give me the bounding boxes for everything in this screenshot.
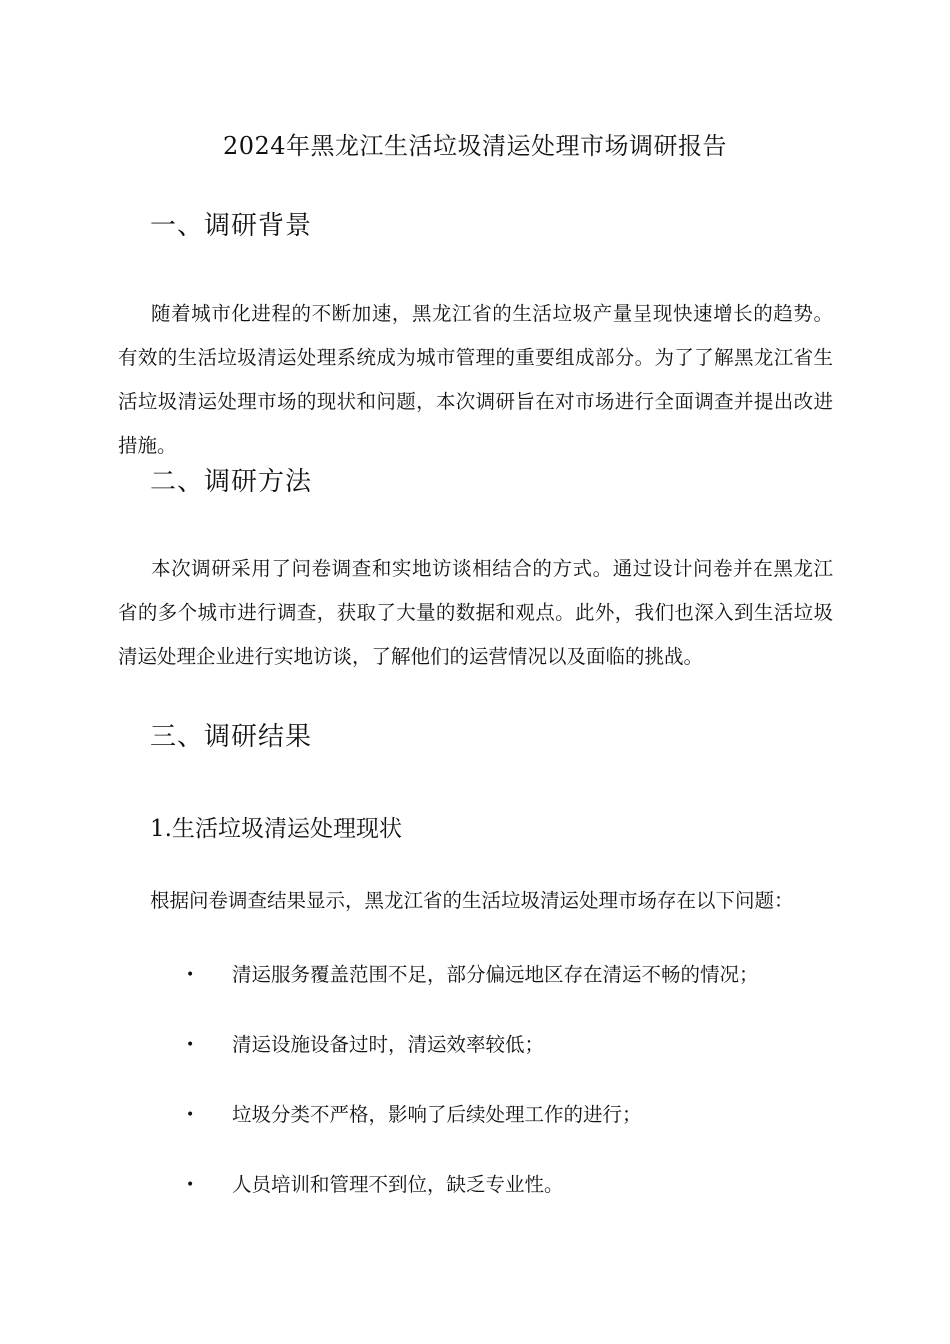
section-heading-method: 二、调研方法 xyxy=(150,467,313,497)
list-item-text: 垃圾分类不严格，影响了后续处理工作的进行； xyxy=(232,1103,642,1126)
list-item-text: 清运服务覆盖范围不足，部分偏远地区存在清运不畅的情况； xyxy=(232,963,759,986)
subsection-heading-status: 1.生活垃圾清运处理现状 xyxy=(150,816,402,842)
results-intro: 根据问卷调查结果显示，黑龙江省的生活垃圾清运处理市场存在以下问题： xyxy=(150,889,794,912)
section-heading-results: 三、调研结果 xyxy=(150,722,313,752)
section-paragraph-background: 随着城市化进程的不断加速，黑龙江省的生活垃圾产量呈现快速增长的趋势。有效的生活垃圾清运处理系统成为城市管理的重要组成部分。为了了解黑龙江省生活垃圾清运处理市场的现状和问题，本次调研旨在对市场进行全面调查并提出改进措施。 xyxy=(118,302,833,457)
bullet-icon: • xyxy=(186,1037,195,1053)
list-item xyxy=(0,960,950,990)
bullet-icon: • xyxy=(186,967,195,983)
section-paragraph-method: 本次调研采用了问卷调查和实地访谈相结合的方式。通过设计问卷并在黑龙江省的多个城市进行调查，获取了大量的数据和观点。此外，我们也深入到生活垃圾清运处理企业进行实地访谈，了解他们的运营情况以及面临的挑战。 xyxy=(118,557,833,668)
bullet-icon: • xyxy=(186,1107,195,1123)
list-item-text: 清运设施设备过时，清运效率较低； xyxy=(232,1033,545,1056)
list-item xyxy=(0,1030,950,1060)
list-item-text: 人员培训和管理不到位，缺乏专业性。 xyxy=(232,1173,564,1196)
section-heading-background: 一、调研背景 xyxy=(150,211,313,241)
document-title: 2024年黑龙江生活垃圾清运处理市场调研报告 xyxy=(222,132,728,160)
list-item xyxy=(0,1170,950,1200)
list-item xyxy=(0,1100,950,1130)
bullet-icon: • xyxy=(186,1177,195,1193)
